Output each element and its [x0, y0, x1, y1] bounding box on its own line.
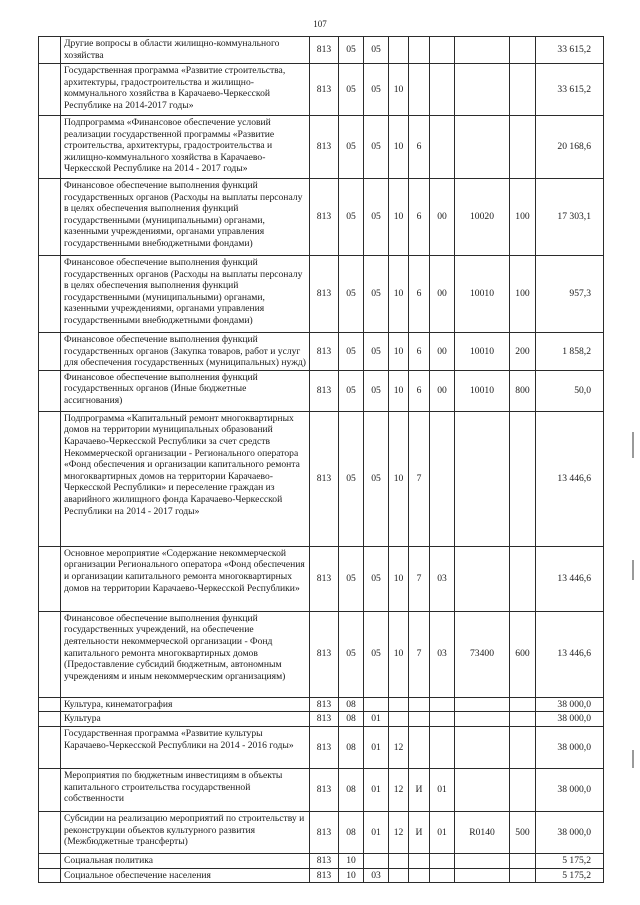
program-code [389, 868, 409, 883]
amount: 38 000,0 [536, 712, 604, 727]
event-code [430, 116, 455, 179]
row-name: Государственная программа «Развитие культуры Карачаево-Черкесской Республики на 2014 - 2016 годы» [61, 726, 310, 768]
amount: 50,0 [536, 370, 604, 411]
row-name: Социальное обеспечение населения [61, 868, 310, 883]
row-name: Финансовое обеспечение выполнения функций государственных органов (Закупка товаров, работ и услуг для обеспечения государственных (муниципальных) нужд) [61, 333, 310, 371]
subprogram-code: 6 [409, 179, 430, 256]
expense-type-code [510, 37, 536, 64]
expense-type-code [510, 868, 536, 883]
ministry-code: 813 [310, 697, 339, 712]
event-code: 00 [430, 179, 455, 256]
row-name: Финансовое обеспечение выполнения функций государственных органов (Иные бюджетные ассигнования) [61, 370, 310, 411]
ministry-code: 813 [310, 370, 339, 411]
program-code: 10 [389, 179, 409, 256]
table-row [39, 697, 604, 712]
ministry-code: 813 [310, 179, 339, 256]
ministry-code: 813 [310, 333, 339, 371]
row-name: Культура [61, 712, 310, 727]
subsection-code: 05 [364, 116, 389, 179]
table-row [39, 370, 604, 411]
section-code: 10 [339, 853, 364, 868]
direction-code [455, 411, 510, 546]
row-name: Другие вопросы в области жилищно-коммунального хозяйства [61, 37, 310, 64]
direction-code [455, 116, 510, 179]
budget-table [38, 36, 604, 883]
row-number-cell [39, 333, 61, 371]
ministry-code: 813 [310, 611, 339, 697]
event-code [430, 64, 455, 116]
direction-code [455, 64, 510, 116]
section-code: 05 [339, 64, 364, 116]
amount: 13 446,6 [536, 411, 604, 546]
expense-type-code [510, 546, 536, 611]
table-body [39, 37, 604, 883]
expense-type-code [510, 697, 536, 712]
ministry-code: 813 [310, 546, 339, 611]
table-row [39, 811, 604, 853]
program-code: 12 [389, 811, 409, 853]
subprogram-code [409, 853, 430, 868]
scan-edge-mark [632, 432, 634, 458]
table-row [39, 768, 604, 811]
event-code: 01 [430, 768, 455, 811]
section-code: 08 [339, 768, 364, 811]
table-row [39, 37, 604, 64]
event-code: 03 [430, 611, 455, 697]
page-number: 107 [313, 19, 327, 29]
expense-type-code: 800 [510, 370, 536, 411]
direction-code [455, 768, 510, 811]
row-name: Финансовое обеспечение выполнения функций государственных органов (Расходы на выплаты персоналу в целях обеспечения выполнения функций государственными (муниципальными) органами, казенными учреждениями, органами управления государственными внебюджетными фондами) [61, 256, 310, 333]
row-number-cell [39, 179, 61, 256]
amount: 5 175,2 [536, 853, 604, 868]
amount: 17 303,1 [536, 179, 604, 256]
program-code [389, 37, 409, 64]
table-row [39, 64, 604, 116]
table-row [39, 712, 604, 727]
section-code: 05 [339, 546, 364, 611]
event-code [430, 712, 455, 727]
row-number-cell [39, 768, 61, 811]
program-code [389, 697, 409, 712]
scan-edge-mark [632, 560, 634, 580]
row-name: Культура, кинематография [61, 697, 310, 712]
subprogram-code [409, 37, 430, 64]
amount: 5 175,2 [536, 868, 604, 883]
row-number-cell [39, 370, 61, 411]
row-number-cell [39, 64, 61, 116]
subprogram-code [409, 712, 430, 727]
ministry-code: 813 [310, 116, 339, 179]
program-code: 10 [389, 370, 409, 411]
subsection-code: 05 [364, 611, 389, 697]
subprogram-code: 6 [409, 116, 430, 179]
amount: 957,3 [536, 256, 604, 333]
event-code: 00 [430, 256, 455, 333]
section-code: 05 [339, 179, 364, 256]
amount: 33 615,2 [536, 64, 604, 116]
ministry-code: 813 [310, 726, 339, 768]
amount: 38 000,0 [536, 697, 604, 712]
event-code [430, 697, 455, 712]
row-name: Финансовое обеспечение выполнения функций государственных учреждений, на обеспечение деятельности некоммерческой организации - Фонд капитального ремонта многоквартирных домов (Предоставление субсидий бюджетным, автономным учреждениям и иным некоммерческим организациям) [61, 611, 310, 697]
expense-type-code [510, 726, 536, 768]
amount: 33 615,2 [536, 37, 604, 64]
subprogram-code [409, 64, 430, 116]
section-code: 05 [339, 333, 364, 371]
table-row [39, 611, 604, 697]
expense-type-code: 600 [510, 611, 536, 697]
table-row [39, 546, 604, 611]
section-code: 05 [339, 611, 364, 697]
amount: 13 446,6 [536, 611, 604, 697]
direction-code [455, 726, 510, 768]
subprogram-code: 6 [409, 333, 430, 371]
row-name: Финансовое обеспечение выполнения функций государственных органов (Расходы на выплаты персоналу в целях обеспечения выполнения функций государственными (муниципальными) органами, казенными учреждениями, органами управления государственными внебюджетными фондами) [61, 179, 310, 256]
subsection-code: 03 [364, 868, 389, 883]
amount: 13 446,6 [536, 546, 604, 611]
subprogram-code: 7 [409, 411, 430, 546]
row-number-cell [39, 726, 61, 768]
ministry-code: 813 [310, 811, 339, 853]
ministry-code: 813 [310, 712, 339, 727]
direction-code [455, 37, 510, 64]
program-code [389, 712, 409, 727]
subprogram-code: И [409, 768, 430, 811]
expense-type-code [510, 64, 536, 116]
direction-code: 10020 [455, 179, 510, 256]
ministry-code: 813 [310, 256, 339, 333]
table-row [39, 868, 604, 883]
event-code [430, 726, 455, 768]
table-row [39, 411, 604, 546]
table-row [39, 853, 604, 868]
row-number-cell [39, 116, 61, 179]
subsection-code: 05 [364, 333, 389, 371]
amount: 1 858,2 [536, 333, 604, 371]
row-number-cell [39, 868, 61, 883]
scan-edge-mark [632, 750, 634, 768]
direction-code [455, 697, 510, 712]
section-code: 08 [339, 811, 364, 853]
expense-type-code: 200 [510, 333, 536, 371]
event-code [430, 853, 455, 868]
subprogram-code: 7 [409, 546, 430, 611]
subprogram-code [409, 726, 430, 768]
event-code [430, 868, 455, 883]
section-code: 05 [339, 411, 364, 546]
event-code: 01 [430, 811, 455, 853]
table-row [39, 116, 604, 179]
row-name: Субсидии на реализацию мероприятий по строительству и реконструкции объектов культурного развития (Межбюджетные трансферты) [61, 811, 310, 853]
table-row [39, 179, 604, 256]
program-code: 10 [389, 256, 409, 333]
expense-type-code: 100 [510, 179, 536, 256]
subsection-code [364, 853, 389, 868]
event-code [430, 37, 455, 64]
expense-type-code: 500 [510, 811, 536, 853]
row-number-cell [39, 611, 61, 697]
section-code: 08 [339, 726, 364, 768]
direction-code: R0140 [455, 811, 510, 853]
subsection-code: 01 [364, 726, 389, 768]
subsection-code: 01 [364, 768, 389, 811]
direction-code: 10010 [455, 370, 510, 411]
row-name: Социальная политика [61, 853, 310, 868]
row-name: Основное мероприятие «Содержание некоммерческой организации Регионального оператора «Фонд обеспечения и организации капитального ремонта многоквартирных домов на территории Карачаево-Черкесской Республики» [61, 546, 310, 611]
program-code: 10 [389, 64, 409, 116]
subsection-code: 05 [364, 64, 389, 116]
row-number-cell [39, 546, 61, 611]
row-number-cell [39, 697, 61, 712]
program-code: 10 [389, 546, 409, 611]
row-number-cell [39, 37, 61, 64]
ministry-code: 813 [310, 853, 339, 868]
direction-code [455, 853, 510, 868]
program-code: 10 [389, 116, 409, 179]
expense-type-code [510, 768, 536, 811]
expense-type-code [510, 411, 536, 546]
subsection-code: 05 [364, 179, 389, 256]
section-code: 05 [339, 370, 364, 411]
section-code: 05 [339, 256, 364, 333]
table-row [39, 256, 604, 333]
row-name: Подпрограмма «Капитальный ремонт многоквартирных домов на территории муниципальных образований Карачаево-Черкесской Республики за счет средств Некоммерческой организации - Регионального оператора «Фонд обеспечения и организации капитального ремонта многоквартирных домов на территории Карачаево-Черкесской Республики» и переселение граждан из аварийного жилищного фонда Карачаево-Черкесской Республики на 2014 - 2017 годы» [61, 411, 310, 546]
expense-type-code [510, 712, 536, 727]
subprogram-code [409, 697, 430, 712]
row-name: Мероприятия по бюджетным инвестициям в объекты капитального строительства государственной собственности [61, 768, 310, 811]
ministry-code: 813 [310, 64, 339, 116]
subsection-code: 05 [364, 256, 389, 333]
direction-code: 10010 [455, 256, 510, 333]
ministry-code: 813 [310, 37, 339, 64]
direction-code: 73400 [455, 611, 510, 697]
section-code: 05 [339, 37, 364, 64]
table-row [39, 333, 604, 371]
subprogram-code: 6 [409, 256, 430, 333]
row-number-cell [39, 256, 61, 333]
program-code [389, 853, 409, 868]
subsection-code: 05 [364, 411, 389, 546]
ministry-code: 813 [310, 868, 339, 883]
event-code [430, 411, 455, 546]
subsection-code: 05 [364, 546, 389, 611]
amount: 38 000,0 [536, 811, 604, 853]
ministry-code: 813 [310, 411, 339, 546]
expense-type-code [510, 116, 536, 179]
direction-code [455, 868, 510, 883]
event-code: 00 [430, 370, 455, 411]
amount: 20 168,6 [536, 116, 604, 179]
program-code: 10 [389, 333, 409, 371]
program-code: 10 [389, 611, 409, 697]
expense-type-code [510, 853, 536, 868]
table-row [39, 726, 604, 768]
section-code: 10 [339, 868, 364, 883]
direction-code [455, 712, 510, 727]
subprogram-code: 7 [409, 611, 430, 697]
subprogram-code: 6 [409, 370, 430, 411]
event-code: 00 [430, 333, 455, 371]
program-code: 10 [389, 411, 409, 546]
expense-type-code: 100 [510, 256, 536, 333]
subsection-code [364, 697, 389, 712]
row-number-cell [39, 853, 61, 868]
event-code: 03 [430, 546, 455, 611]
section-code: 05 [339, 116, 364, 179]
subsection-code: 05 [364, 370, 389, 411]
program-code: 12 [389, 726, 409, 768]
subsection-code: 01 [364, 811, 389, 853]
direction-code [455, 546, 510, 611]
direction-code: 10010 [455, 333, 510, 371]
row-number-cell [39, 712, 61, 727]
subprogram-code: И [409, 811, 430, 853]
row-number-cell [39, 411, 61, 546]
section-code: 08 [339, 697, 364, 712]
row-name: Подпрограмма «Финансовое обеспечение условий реализации государственной программы «Развитие строительства, архитектуры, градостроительства и жилищно-коммунального хозяйства в Карачаево-Черкесской Республике на 2014 - 2017 годы» [61, 116, 310, 179]
amount: 38 000,0 [536, 768, 604, 811]
subprogram-code [409, 868, 430, 883]
amount: 38 000,0 [536, 726, 604, 768]
row-name: Государственная программа «Развитие строительства, архитектуры, градостроительства и жилищно-коммунального хозяйства в Карачаево-Черкесской Республике на 2014-2017 годы» [61, 64, 310, 116]
program-code: 12 [389, 768, 409, 811]
row-number-cell [39, 811, 61, 853]
section-code: 08 [339, 712, 364, 727]
subsection-code: 01 [364, 712, 389, 727]
subsection-code: 05 [364, 37, 389, 64]
ministry-code: 813 [310, 768, 339, 811]
